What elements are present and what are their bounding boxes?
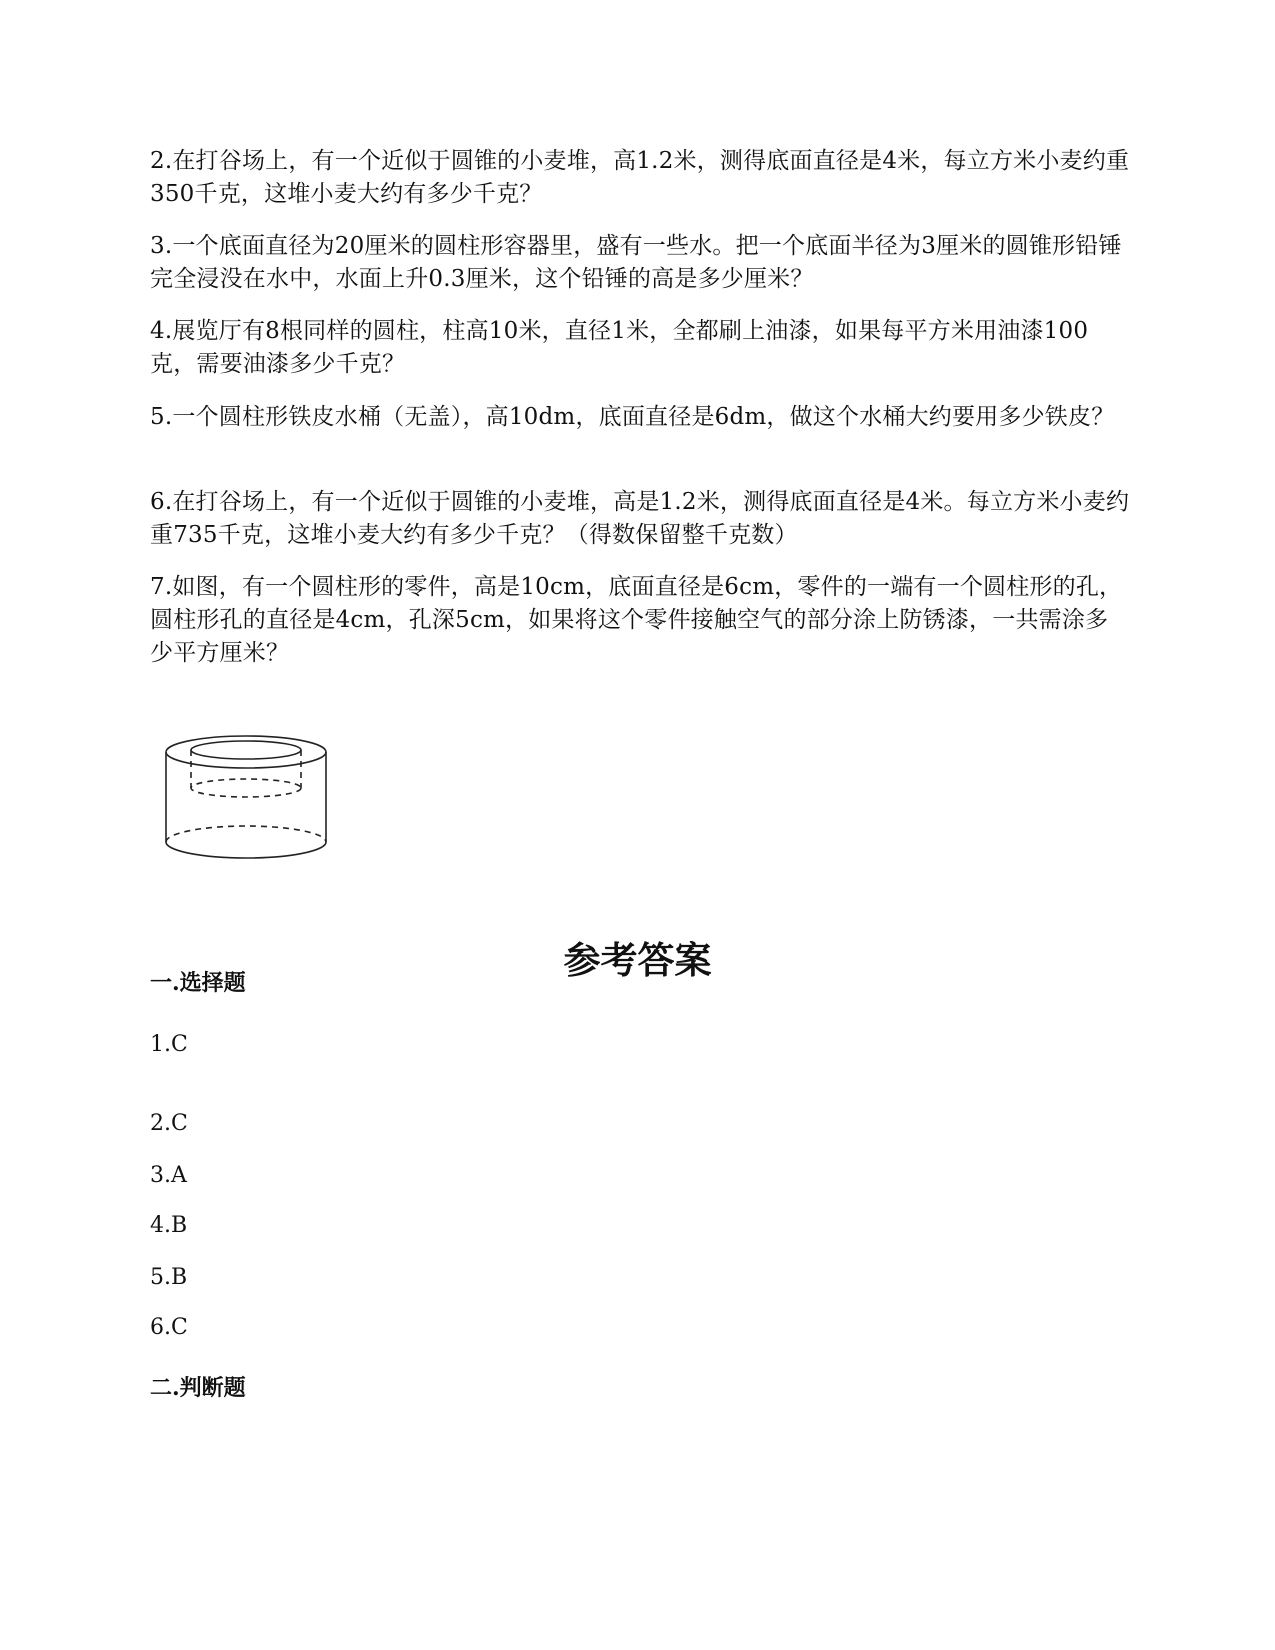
section-choice: 一.选择题 — [150, 970, 246, 996]
answer-item: 3.A — [150, 1163, 187, 1188]
answer-item: 4.B — [150, 1213, 188, 1238]
question-6: 6.在打谷场上，有一个近似于圆锥的小麦堆，高是1.2米，测得底面直径是4米。每立方米小麦约重735千克，这堆小麦大约有多少千克？（得数保留整千克数） — [150, 489, 1130, 548]
answer-item: 1.C — [150, 1032, 188, 1057]
question-2: 2.在打谷场上，有一个近似于圆锥的小麦堆，高1.2米，测得底面直径是4米，每立方米小麦约重350千克，这堆小麦大约有多少千克？ — [150, 148, 1130, 207]
cylinder-with-hole-diagram — [160, 730, 340, 880]
question-5: 5.一个圆柱形铁皮水桶（无盖），高10dm，底面直径是6dm，做这个水桶大约要用多少铁皮？ — [150, 404, 1115, 430]
question-3: 3.一个底面直径为20厘米的圆柱形容器里，盛有一些水。把一个底面半径为3厘米的圆锥形铅锤完全浸没在水中，水面上升0.3厘米，这个铅锤的高是多少厘米？ — [150, 233, 1122, 292]
section-judge: 二.判断题 — [150, 1375, 246, 1401]
answer-title: 参考答案 — [563, 938, 712, 982]
question-4: 4.展览厅有8根同样的圆柱，柱高10米，直径1米，全都刷上油漆，如果每平方米用油漆100克，需要油漆多少千克？ — [150, 318, 1089, 377]
question-7: 7.如图，有一个圆柱形的零件，高是10cm，底面直径是6cm，零件的一端有一个圆柱形的孔，圆柱形孔的直径是4cm，孔深5cm，如果将这个零件接触空气的部分涂上防锈漆，一共需涂多少平方厘米？ — [150, 574, 1123, 666]
answer-item: 2.C — [150, 1111, 188, 1136]
answer-item: 5.B — [150, 1265, 188, 1290]
answer-item: 6.C — [150, 1315, 188, 1340]
